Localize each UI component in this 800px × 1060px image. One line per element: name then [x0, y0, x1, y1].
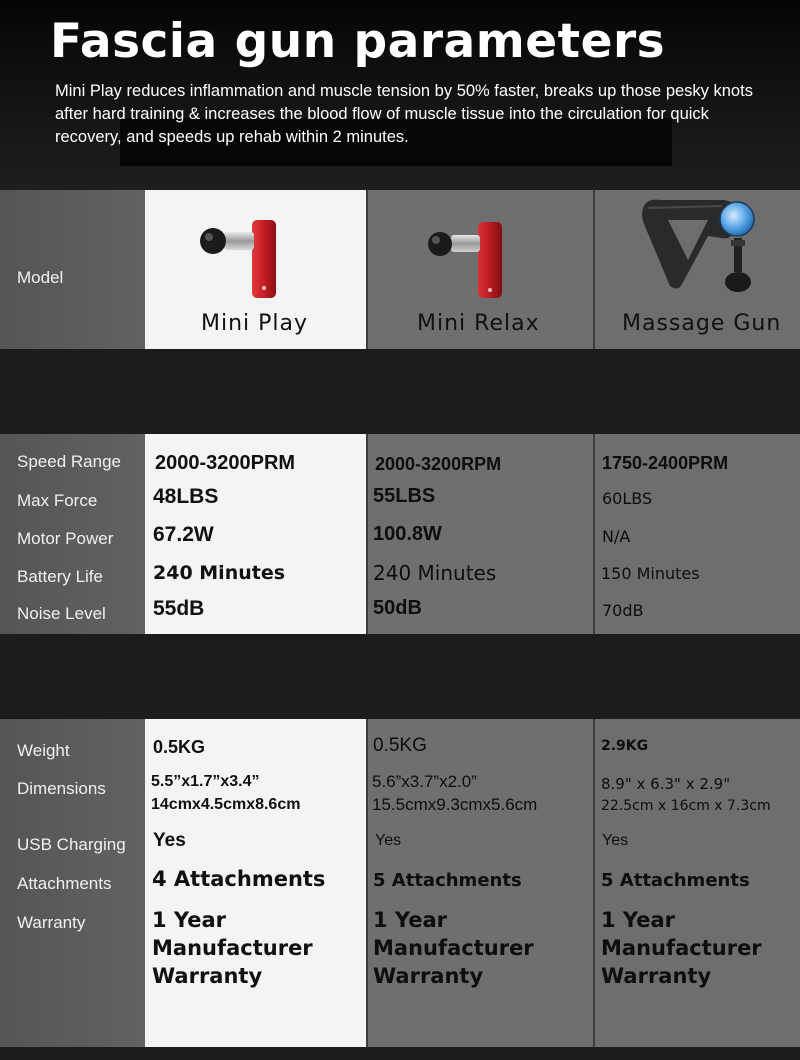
mini-play-battery-life: 240 Minutes — [153, 562, 286, 584]
massage-gun-name: Massage Gun — [622, 311, 782, 336]
mini-play-warranty: 1 Year Manufacturer Warranty — [152, 908, 313, 988]
spec-label-speed-range: Speed Range — [17, 452, 121, 471]
spec-label-warranty: Warranty — [17, 913, 86, 932]
mini-relax-weight: 0.5KG — [373, 735, 427, 756]
mini-relax-dimensions-in: 5.6”x3.7”x2.0” — [372, 772, 477, 791]
spec-label-usb-charging: USB Charging — [17, 835, 126, 854]
mini-play-max-force: 48LBS — [153, 485, 219, 508]
performance-section — [0, 434, 800, 634]
mini-relax-max-force: 55LBS — [373, 485, 436, 507]
massage-gun-dimensions-cm: 22.5cm x 16cm x 7.3cm — [601, 798, 771, 814]
mini-play-product-image — [196, 218, 286, 300]
mini-play-speed-range: 2000-3200PRM — [155, 452, 296, 474]
mini-play-noise-level: 55dB — [153, 597, 205, 620]
spec-label-attachments: Attachments — [17, 874, 112, 893]
spec-label-noise-level: Noise Level — [17, 604, 106, 623]
massage-gun-attachments: 5 Attachments — [601, 870, 750, 891]
page-title: Fascia gun parameters — [50, 14, 666, 69]
mini-play-dimensions-cm: 14cmx4.5cmx8.6cm — [151, 796, 301, 813]
model-label: Model — [17, 268, 64, 287]
mini-relax-product-image — [424, 222, 508, 300]
massage-gun-noise-level: 70dB — [602, 601, 644, 620]
mini-play-usb-charging: Yes — [153, 830, 186, 851]
mini-relax-warranty: 1 Year Manufacturer Warranty — [373, 908, 534, 988]
mini-relax-motor-power: 100.8W — [373, 523, 442, 545]
model-section — [0, 190, 800, 349]
mini-relax-dimensions-cm: 15.5cmx9.3cmx5.6cm — [372, 795, 538, 814]
mini-play-motor-power: 67.2W — [153, 523, 214, 546]
mini-play-name: Mini Play — [201, 311, 309, 336]
mini-relax-battery-life: 240 Minutes — [373, 561, 497, 585]
massage-gun-speed-range: 1750-2400PRM — [602, 453, 729, 473]
massage-gun-product-image — [638, 196, 762, 304]
section-gap — [0, 349, 800, 434]
mini-play-dimensions-in: 5.5”x1.7”x3.4” — [151, 773, 260, 790]
massage-gun-weight: 2.9KG — [601, 738, 649, 754]
mini-relax-noise-level: 50dB — [373, 597, 422, 619]
mini-relax-speed-range: 2000-3200RPM — [375, 454, 502, 474]
intro-text: Mini Play reduces inflammation and muscle tension by 50% faster, breaks up those pesky knots after hard training & increases the blood flow of muscle tissue into the circulation for quick recovery, and speeds up rehab within 2 minutes. — [55, 82, 753, 146]
massage-gun-motor-power: N/A — [602, 527, 631, 546]
physical-section — [0, 719, 800, 1047]
massage-gun-dimensions-in: 8.9" x 6.3" x 2.9" — [601, 775, 731, 793]
massage-gun-max-force: 60LBS — [602, 489, 653, 508]
bottom-strip — [0, 1047, 800, 1060]
spec-label-weight: Weight — [17, 741, 70, 760]
mini-relax-attachments: 5 Attachments — [373, 870, 522, 891]
mini-play-attachments: 4 Attachments — [152, 867, 326, 891]
mini-relax-usb-charging: Yes — [375, 832, 402, 849]
mini-play-weight: 0.5KG — [153, 737, 206, 757]
spec-label-max-force: Max Force — [17, 491, 98, 510]
massage-gun-usb-charging: Yes — [602, 832, 629, 849]
massage-gun-warranty: 1 Year Manufacturer Warranty — [601, 908, 762, 988]
massage-gun-battery-life: 150 Minutes — [601, 564, 700, 583]
section-gap — [0, 634, 800, 719]
spec-label-battery-life: Battery Life — [17, 567, 103, 586]
mini-relax-name: Mini Relax — [417, 311, 540, 336]
spec-label-motor-power: Motor Power — [17, 529, 114, 548]
spec-label-dimensions: Dimensions — [17, 779, 106, 798]
